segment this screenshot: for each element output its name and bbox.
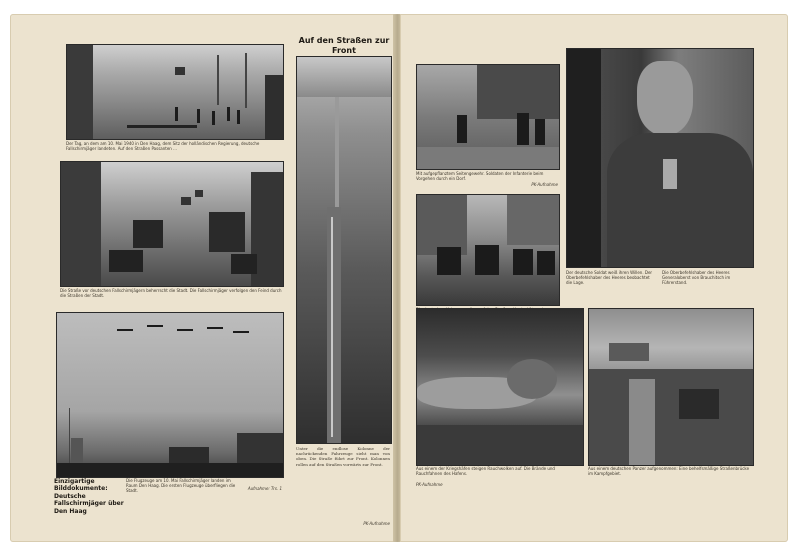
column-text: Unter die endlose Kolonne der nachrückenden Fahrzeuge sieht man von oben. Die Straße führt zur Front. Kolonnen rollen auf den Straßen vorwärts zur Front. (296, 446, 390, 467)
caption-photo-7: Die Oberbefehlshaber des Heeres Generaloberst von Brauchitsch im Führerstand. (662, 270, 731, 286)
photo-officer-portrait (566, 48, 754, 268)
credit-photo-3: Aufnahme: Trs. 1 (247, 486, 282, 491)
caption-photo-3: Die Flugzeuge am 10. Mai Fallschirmjäger landen im Raum Den Haag. Die ersten Flugzeuge überfliegen die Stadt. (126, 478, 236, 494)
photo-aerial-road-column (296, 56, 392, 444)
photo-street-vehicles (60, 161, 284, 287)
photo-street-den-haag (66, 44, 284, 140)
photo-smoke-over-sea (416, 308, 584, 466)
caption-photo-2: Die Straße vor deutschen Fallschirmjägern beherrscht die Stadt. Die Fallschirmjäger verfolgen den Feind durch die Straßen der Stadt. (60, 288, 282, 299)
column-credit: PK-Aufnahme (363, 521, 390, 526)
credit-photo-8: PK-Aufnahme (416, 482, 443, 487)
page-headline: Auf den Straßen zur Front (298, 36, 390, 55)
caption-photo-9: Aus einem deutschen Panzer aufgenommen: Eine behelfsmäßige Straßenbrücke im Kampfgebiet. (588, 466, 750, 477)
right-page (400, 14, 788, 542)
caption-photo-1: Der Tag, an dem am 10. Mai 1940 in Den Haag, dem Sitz der holländischen Regierung, deutsche Fallschirmjäger landeten. Auf den Straßen Passanten ... (66, 141, 260, 152)
photo-damaged-bridge (588, 308, 754, 466)
caption-photo-6: Der deutsche Soldat weiß ihren Willen. Der Oberbefehlshaber des Heeres beobachtet die Lage. (566, 270, 653, 286)
photo-planes-over-city (56, 312, 284, 478)
feature-title: Einzigartige Bilddokumente: Deutsche Fallschirmjäger über Den Haag (54, 478, 124, 515)
magazine-spread (10, 14, 788, 542)
caption-photo-4: Mit aufgepflanztem Seitengewehr. Soldaten der Infanterie beim Vorgehen durch ein Dorf. (416, 171, 544, 182)
left-page (10, 14, 395, 542)
photo-soldiers-advancing (416, 64, 560, 170)
photo-motorcycle-column (416, 194, 560, 306)
caption-photo-8: Aus einem der Kriegshäfen steigen Rauchwolken auf. Die Brände und Rauchfahnen des Hafens. (416, 466, 555, 477)
credit-photo-4: PK-Aufnahme (531, 182, 558, 187)
